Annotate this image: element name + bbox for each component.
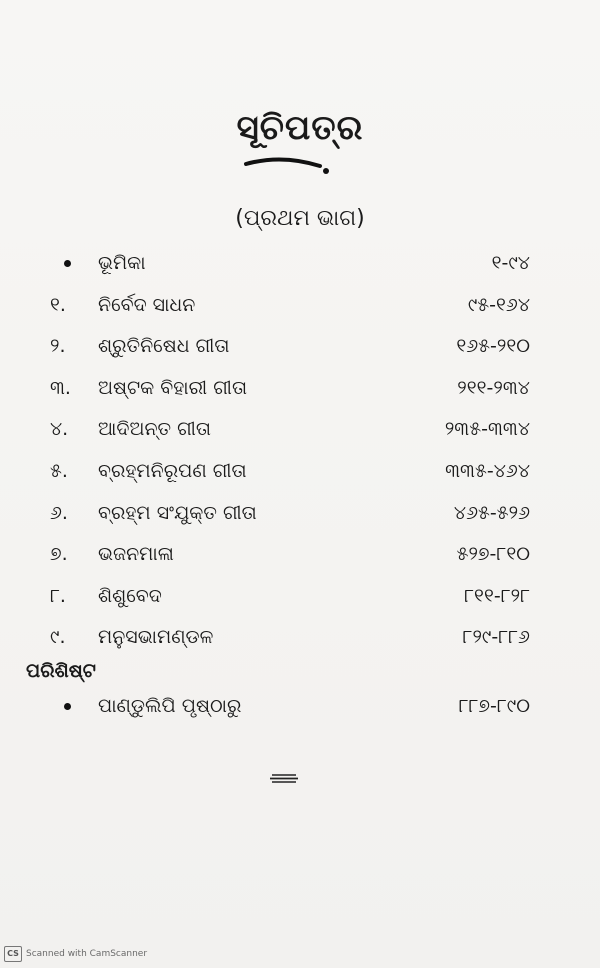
end-ornament <box>270 772 298 784</box>
scanner-watermark <box>4 946 147 962</box>
entry-title: ବ୍ରହ୍ମନିରୂପଣ ଗୀତା <box>98 460 247 482</box>
entry-title: ପାଣ୍ଡୁଲିପି ପୃଷ୍ଠାରୁ <box>98 695 242 717</box>
entry-number: ୮. <box>50 584 66 607</box>
section-subtitle: (ପ୍ରଥମ ଭାଗ) <box>235 206 365 231</box>
entry-page-range: ୪୬୫-୫୨୬ <box>453 501 530 524</box>
entry-title: ଭଜନମାଳା <box>98 543 174 566</box>
toc-entry <box>0 498 600 528</box>
entry-title: ମନୁସଭାମଣ୍ଡଳ <box>98 626 214 649</box>
entry-title: ଅଷ୍ଟକ ବିହାରୀ ଗୀତା <box>98 376 248 399</box>
entry-page-range: ୧୬୫-୨୧୦ <box>456 335 530 358</box>
appendix-heading: ପରିଶିଷ୍ଟ <box>26 660 96 682</box>
entry-page-range: ୮୮୭-୮୯୦ <box>458 695 530 717</box>
entry-title: ଶିଶୁବେଦ <box>98 584 162 607</box>
entry-number: ୬. <box>50 501 68 524</box>
entry-page-range: ୮୧୧-୮୨୮ <box>464 584 530 607</box>
toc-entry <box>0 331 600 361</box>
bullet-icon <box>64 260 71 267</box>
toc-entry <box>0 248 600 278</box>
toc-entry <box>0 456 600 486</box>
entry-number: ୯. <box>50 626 66 649</box>
entry-number: ୧. <box>50 293 66 316</box>
page-title: ସୂଚିପତ୍ର <box>236 108 364 148</box>
toc-entry <box>0 539 600 569</box>
entry-title: ଶ୍ରୁତିନିଷେଧ ଗୀତା <box>98 335 230 358</box>
entry-title: ଆଦିଅନ୍ତ ଗୀତା <box>98 418 211 441</box>
entry-page-range: ୮୨୯-୮୮୬ <box>462 626 530 649</box>
toc-entry <box>0 622 600 652</box>
entry-number: ୫. <box>50 460 68 482</box>
entry-title: ବ୍ରହ୍ମ ସଂଯୁକ୍ତ ଗୀତା <box>98 501 257 524</box>
toc-entry <box>0 373 600 403</box>
toc-entry <box>0 290 600 320</box>
entry-title: ଭୂମିକା <box>98 252 146 274</box>
entry-title: ନିର୍ବେଦ ସାଧନ <box>98 293 196 316</box>
entry-page-range: ୩୩୫-୪୬୪ <box>445 460 530 482</box>
bullet-icon <box>64 703 71 710</box>
title-flourish <box>242 150 332 178</box>
entry-page-range: ୨୧୧-୨୩୪ <box>457 376 530 399</box>
entry-page-range: ୫୨୭-୮୧୦ <box>456 543 530 566</box>
toc-entry <box>0 414 600 444</box>
toc-entry <box>0 691 600 721</box>
entry-number: ୪. <box>50 418 69 441</box>
toc-entry <box>0 581 600 611</box>
watermark-text: Scanned with CamScanner <box>26 949 148 959</box>
entry-number: ୩. <box>50 376 71 399</box>
entry-page-range: ୧-୯୪ <box>491 252 530 274</box>
entry-number: ୨. <box>50 335 66 358</box>
entry-page-range: ୨୩୫-୩୩୪ <box>444 418 530 441</box>
entry-number: ୭. <box>50 543 68 566</box>
camscanner-logo-icon: CS <box>4 946 22 962</box>
entry-page-range: ୯୫-୧୬୪ <box>467 293 530 316</box>
